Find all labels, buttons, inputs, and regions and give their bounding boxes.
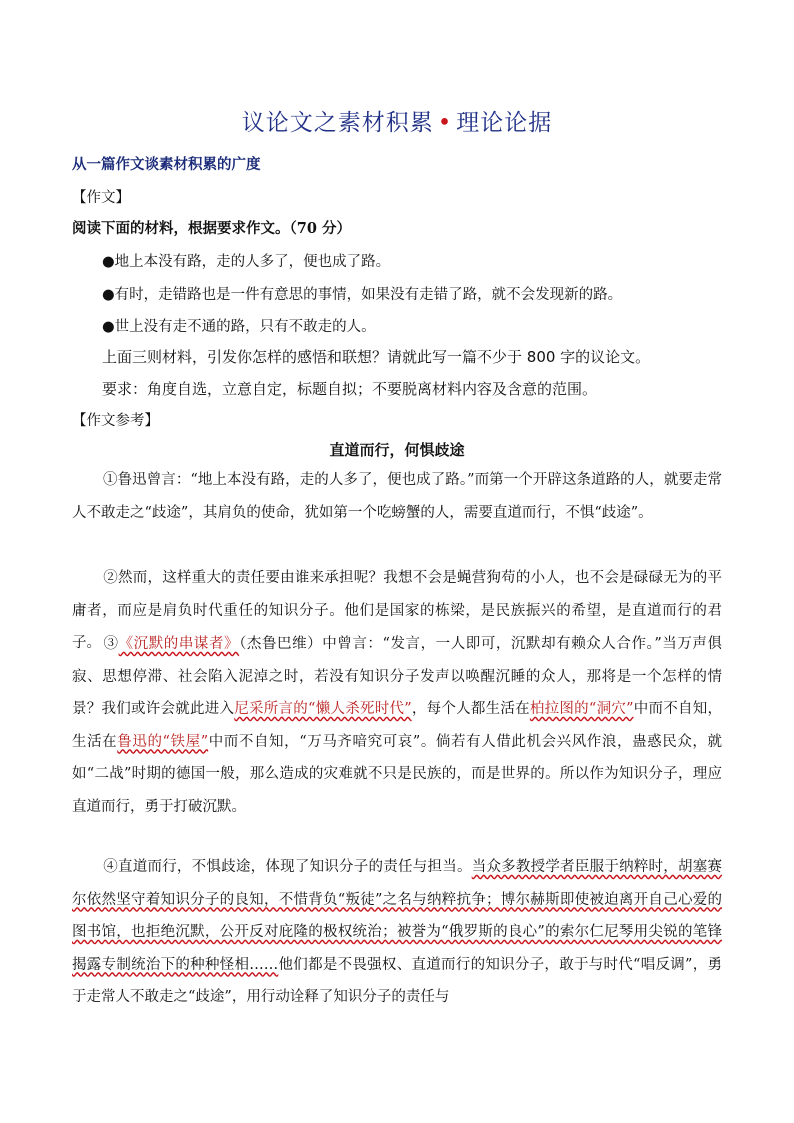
paragraph-text: 他们都是不畏强权、直道而行的知识分子，敢于与时代“唱反调”，勇于走常人不敢走之“歧途”，用行动诠释了知识分子的责任与 (72, 956, 723, 1005)
essay-paragraph-1 (72, 464, 722, 529)
paragraph-text: ④直道而行，不惧歧途，体现了知识分子的责任与担当。 (103, 859, 472, 875)
citation-luxun: 鲁迅的“铁屋” (117, 733, 209, 750)
paragraph-text: 中而不自知，生活在 (72, 701, 723, 750)
essay-requirement: 要求：角度自选，立意自定，标题自拟；不要脱离材料内容及含意的范围。 (102, 380, 598, 398)
examples-underlined: 当众多教授学者臣服于纳粹时，胡塞赛尔依然坚守着知识分子的良知，不惜背负“叛徒”之名与纳粹抗争；博尔赫斯即使被迫离开自己心爱的图书馆，也拒绝沉默，公开反对庇隆的极权统治；被誉为“俄罗斯的良心”的索尔仁尼琴用尖锐的笔锋揭露专制统治下的种种怪相…… (72, 859, 723, 973)
material-bullet: ●地上本没有路，走的人多了，便也成了路。 (102, 254, 391, 270)
citation-nietzsche: 尼采所言的“懒人杀死时代” (234, 701, 412, 717)
citation-book: 《沉默的串谋者》 (118, 636, 240, 652)
subtitle: 从一篇作文谈素材积累的广度 (72, 156, 261, 173)
paragraph-text: ②然而，这样重大的责任要由谁来承担呢？我想不会是蝇营狗苟的小人，也不会是碌碌无为的平庸者，而应是肩负时代重任的知识分子。他们是国家的栋梁，是民族振兴的希望，是直道而行的君子。 (72, 570, 722, 651)
paragraph-text: ①鲁迅曾言：“地上本没有路，走的人多了，便也成了路。”而第一个开辟这条道路的人，就要走常人不敢走之“歧途”，其肩负的使命，犹如第一个吃螃蟹的人，需要直道而行，不惧“歧途”。 (72, 472, 722, 521)
paragraph-text: ③ (103, 636, 119, 652)
title-dot: • (437, 110, 453, 136)
citation-plato: 柏拉图的“洞穴” (529, 701, 634, 717)
paragraph-text: （杰鲁巴维）中曾言：“发言，一人即可，沉默却有赖众人合作。”当万声俱寂、思想停滞、社会陷入泥淖之时，若没有知识分子发声以唤醒沉睡的众人，那将是一个怎样的情景？我们或许会就此进入 (72, 636, 722, 717)
title-sub: 理论论据 (456, 110, 553, 136)
material-bullet: ●世上没有走不通的路，只有不敢走的人。 (102, 319, 376, 335)
material-bullet: ●有时，走错路也是一件有意思的事情，如果没有走错了路，就不会发现新的路。 (102, 287, 623, 303)
section-reference-label: 【作文参考】 (72, 413, 159, 429)
essay-paragraph-3 (72, 628, 722, 823)
title-main: 议论文之素材积累 (241, 110, 434, 136)
essay-prompt: 阅读下面的材料，根据要求作文。（70 分） (72, 220, 351, 237)
paragraph-text: ，每个人都生活在 (411, 701, 530, 717)
document-title (0, 104, 794, 137)
essay-instruction: 上面三则材料，引发你怎样的感悟和联想？请就此写一篇不少于 800 字的议论文。 (102, 348, 651, 366)
paragraph-text: 中而不自知，“万马齐喑究可哀”。倘若有人借此机会兴风作浪，蛊惑民众，就如“二战”时期的德国一般，那么造成的灾难就不只是民族的，而是世界的。所以作为知识分子，理应直道而行，勇于打破沉默。 (72, 733, 723, 815)
section-essay-label: 【作文】 (72, 190, 130, 206)
essay-title: 直道而行，何惧歧途 (329, 441, 465, 459)
essay-paragraph-4 (72, 851, 722, 1014)
